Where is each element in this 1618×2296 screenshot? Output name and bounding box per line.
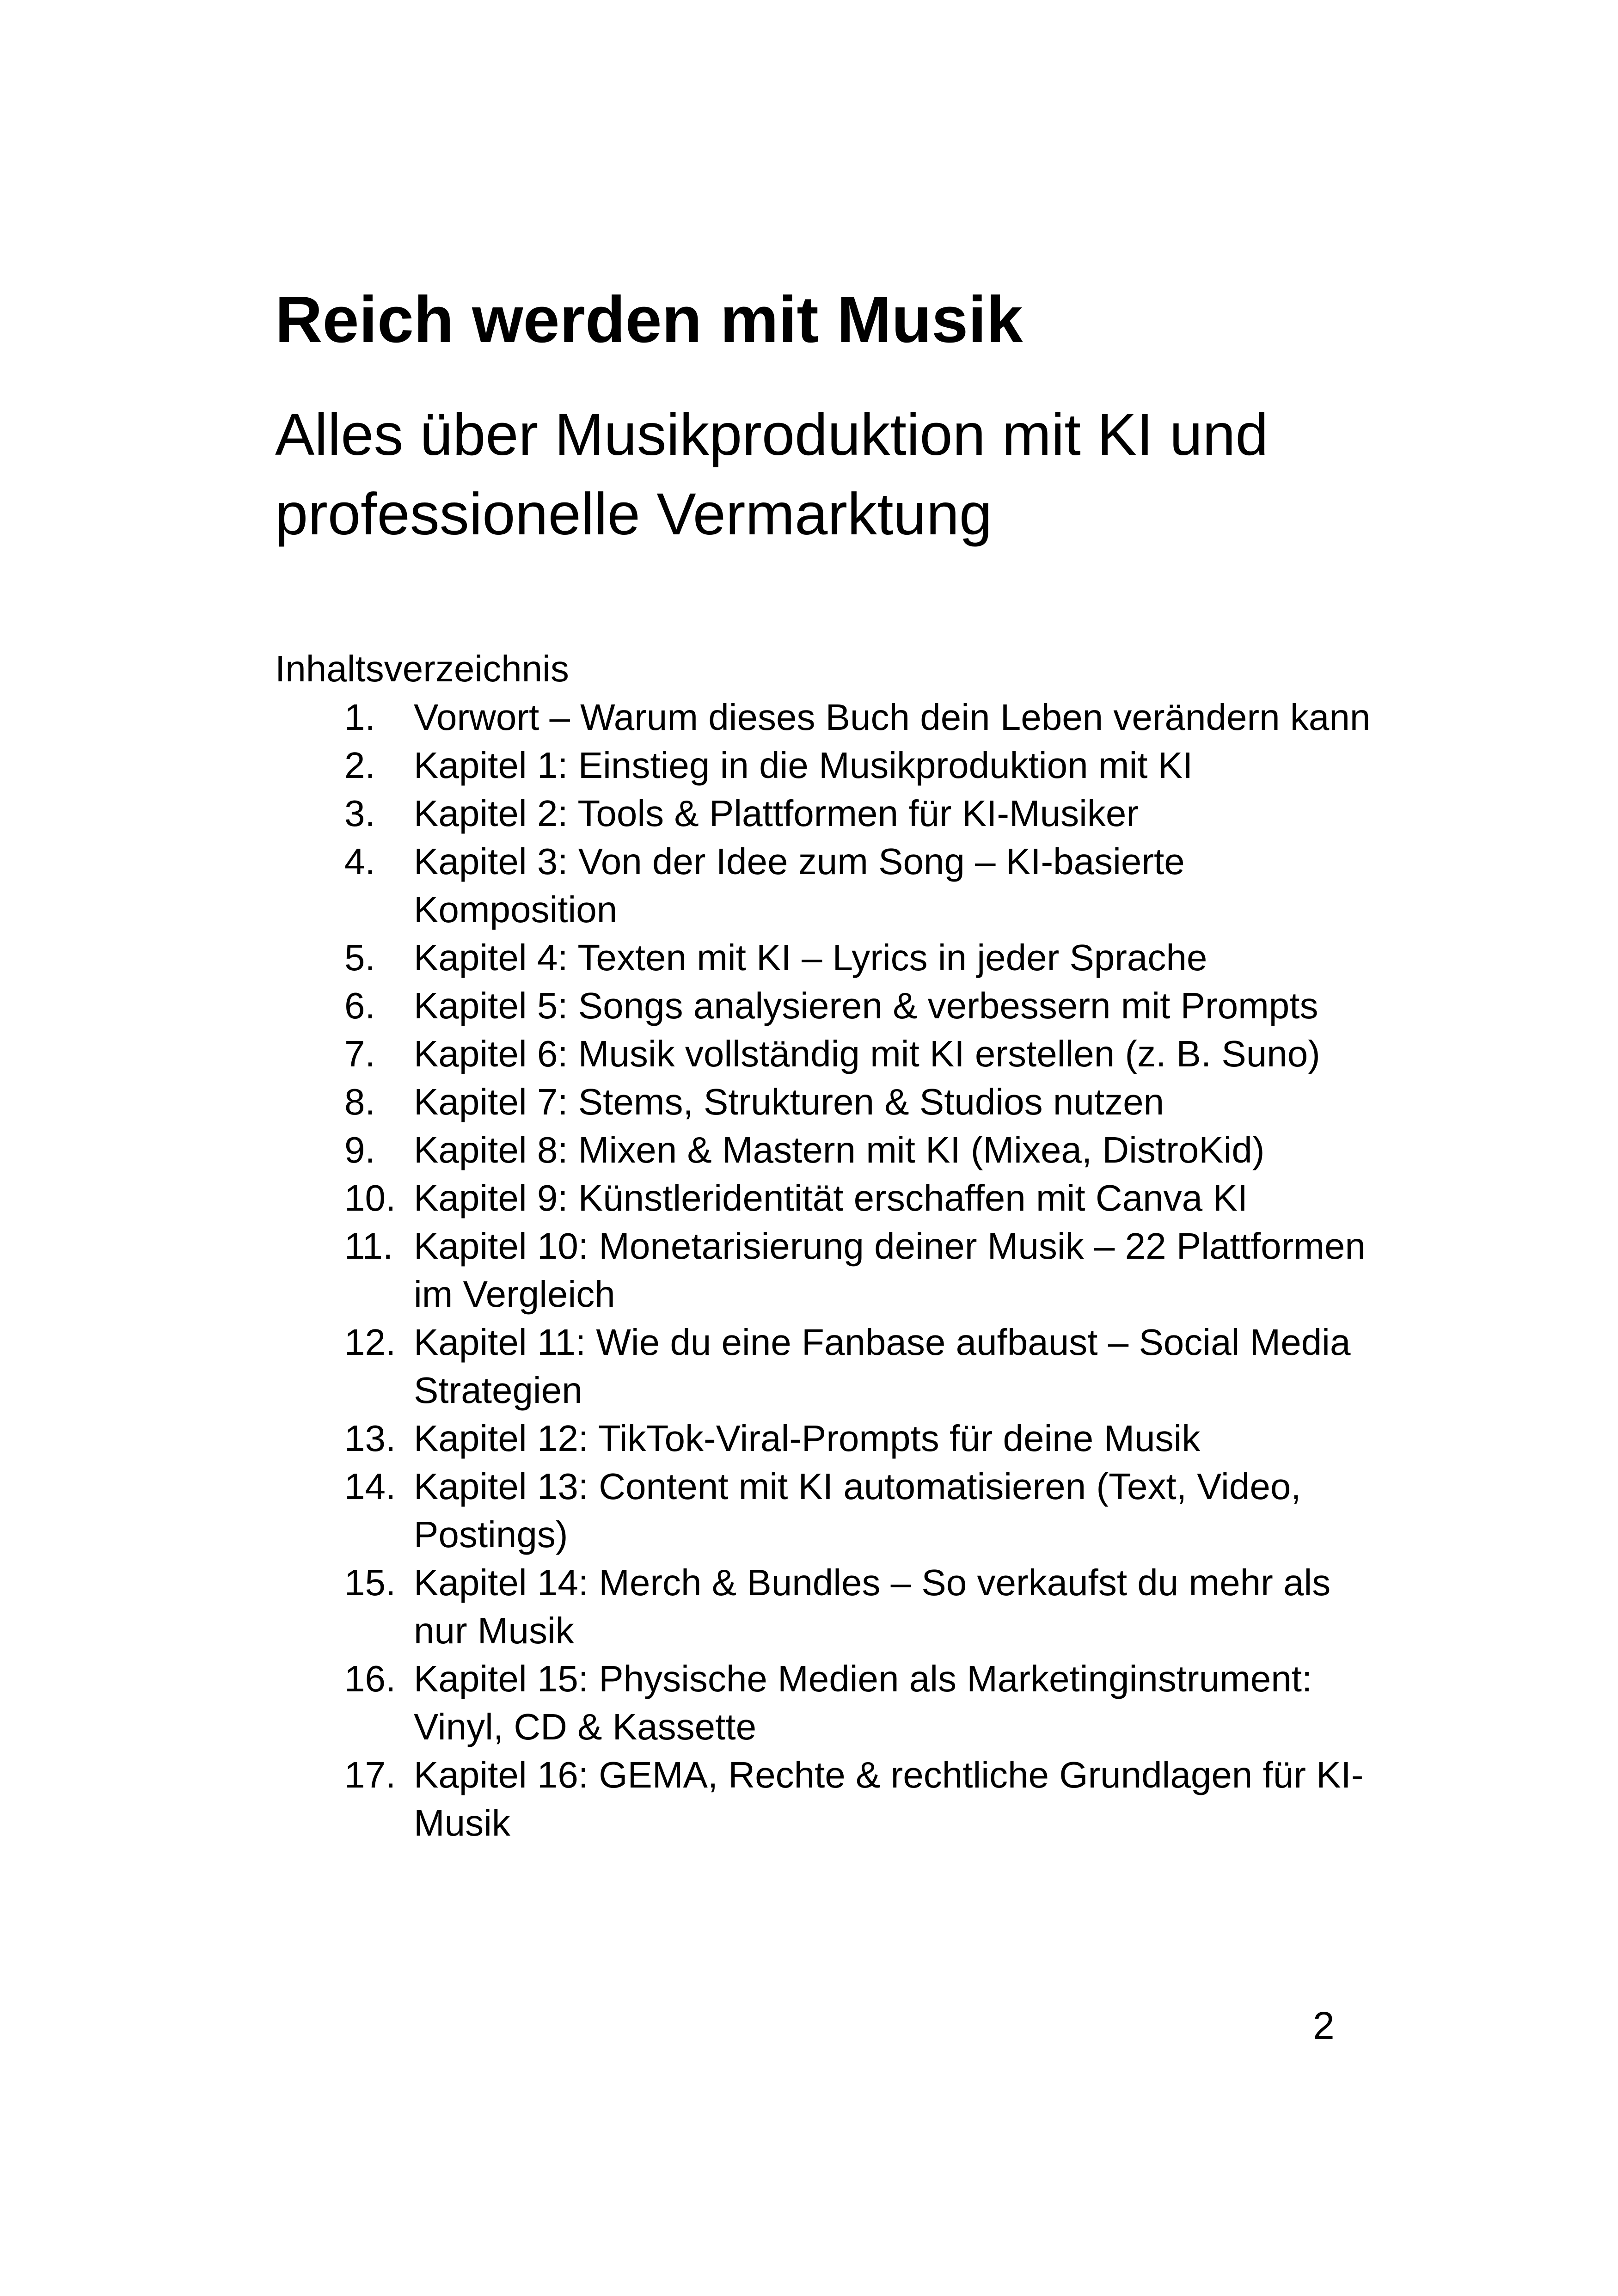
toc-item-text: Kapitel 8: Mixen & Mastern mit KI (Mixea, DistroKid) bbox=[414, 1129, 1265, 1170]
table-of-contents bbox=[275, 693, 1385, 1847]
toc-item-text: Kapitel 6: Musik vollständig mit KI erstellen (z. B. Suno) bbox=[414, 1033, 1320, 1074]
toc-item bbox=[275, 693, 1385, 741]
toc-item-number: 10. bbox=[344, 1177, 396, 1218]
toc-item bbox=[275, 1463, 1385, 1559]
toc-item-text: Kapitel 16: GEMA, Rechte & rechtliche Grundlagen für KI-Musik bbox=[414, 1754, 1364, 1843]
toc-item bbox=[275, 1078, 1385, 1126]
toc-item-number: 11. bbox=[344, 1225, 393, 1267]
toc-item bbox=[275, 982, 1385, 1030]
toc-item-number: 1. bbox=[344, 697, 375, 738]
page-number: 2 bbox=[1313, 2004, 1335, 2047]
toc-item-number: 2. bbox=[344, 745, 375, 786]
toc-item bbox=[275, 1559, 1385, 1655]
toc-item bbox=[275, 1655, 1385, 1751]
toc-item-text: Kapitel 9: Künstleridentität erschaffen mit Canva KI bbox=[414, 1177, 1248, 1218]
toc-item bbox=[275, 1030, 1385, 1078]
toc-item bbox=[275, 1318, 1385, 1414]
toc-item-number: 3. bbox=[344, 793, 375, 834]
toc-item bbox=[275, 1751, 1385, 1847]
toc-item-number: 7. bbox=[344, 1033, 375, 1074]
toc-item bbox=[275, 1414, 1385, 1463]
toc-item-text: Kapitel 3: Von der Idee zum Song – KI-basierte Komposition bbox=[414, 841, 1185, 930]
toc-item-text: Kapitel 5: Songs analysieren & verbessern mit Prompts bbox=[414, 985, 1318, 1026]
toc-item-number: 17. bbox=[344, 1754, 396, 1795]
toc-item-text: Kapitel 15: Physische Medien als Marketinginstrument: Vinyl, CD & Kassette bbox=[414, 1658, 1312, 1747]
toc-item-number: 8. bbox=[344, 1081, 375, 1122]
toc-item bbox=[275, 934, 1385, 982]
toc-item bbox=[275, 1126, 1385, 1174]
toc-item-text: Kapitel 11: Wie du eine Fanbase aufbaust – Social Media Strategien bbox=[414, 1322, 1351, 1411]
toc-item-text: Kapitel 14: Merch & Bundles – So verkaufst du mehr als nur Musik bbox=[414, 1562, 1331, 1651]
toc-item-text: Kapitel 2: Tools & Plattformen für KI-Musiker bbox=[414, 793, 1139, 834]
toc-heading: Inhaltsverzeichnis bbox=[275, 648, 569, 689]
toc-item-number: 12. bbox=[344, 1322, 396, 1363]
toc-item-number: 15. bbox=[344, 1562, 396, 1603]
book-title: Reich werden mit Musik bbox=[275, 283, 1023, 356]
toc-item-number: 6. bbox=[344, 985, 375, 1026]
toc-item-number: 13. bbox=[344, 1418, 396, 1459]
toc-item-text: Kapitel 1: Einstieg in die Musikproduktion mit KI bbox=[414, 745, 1193, 786]
toc-item-text: Kapitel 12: TikTok-Viral-Prompts für deine Musik bbox=[414, 1418, 1201, 1459]
toc-item-text: Kapitel 13: Content mit KI automatisieren (Text, Video, Postings) bbox=[414, 1466, 1301, 1555]
toc-item-number: 14. bbox=[344, 1466, 396, 1507]
toc-item-text: Kapitel 10: Monetarisierung deiner Musik – 22 Plattformen im Vergleich bbox=[414, 1225, 1366, 1315]
toc-item bbox=[275, 790, 1385, 838]
toc-item-text: Kapitel 4: Texten mit KI – Lyrics in jeder Sprache bbox=[414, 937, 1207, 978]
toc-item bbox=[275, 838, 1385, 934]
toc-item-text: Vorwort – Warum dieses Buch dein Leben verändern kann bbox=[414, 697, 1371, 738]
toc-item bbox=[275, 741, 1385, 790]
toc-item-number: 4. bbox=[344, 841, 375, 882]
toc-item-number: 9. bbox=[344, 1129, 375, 1170]
toc-item-number: 16. bbox=[344, 1658, 396, 1699]
toc-item-number: 5. bbox=[344, 937, 375, 978]
toc-item bbox=[275, 1222, 1385, 1318]
toc-item-text: Kapitel 7: Stems, Strukturen & Studios nutzen bbox=[414, 1081, 1164, 1122]
book-subtitle: Alles über Musikproduktion mit KI und professionelle Vermarktung bbox=[275, 402, 1269, 547]
toc-item bbox=[275, 1174, 1385, 1222]
